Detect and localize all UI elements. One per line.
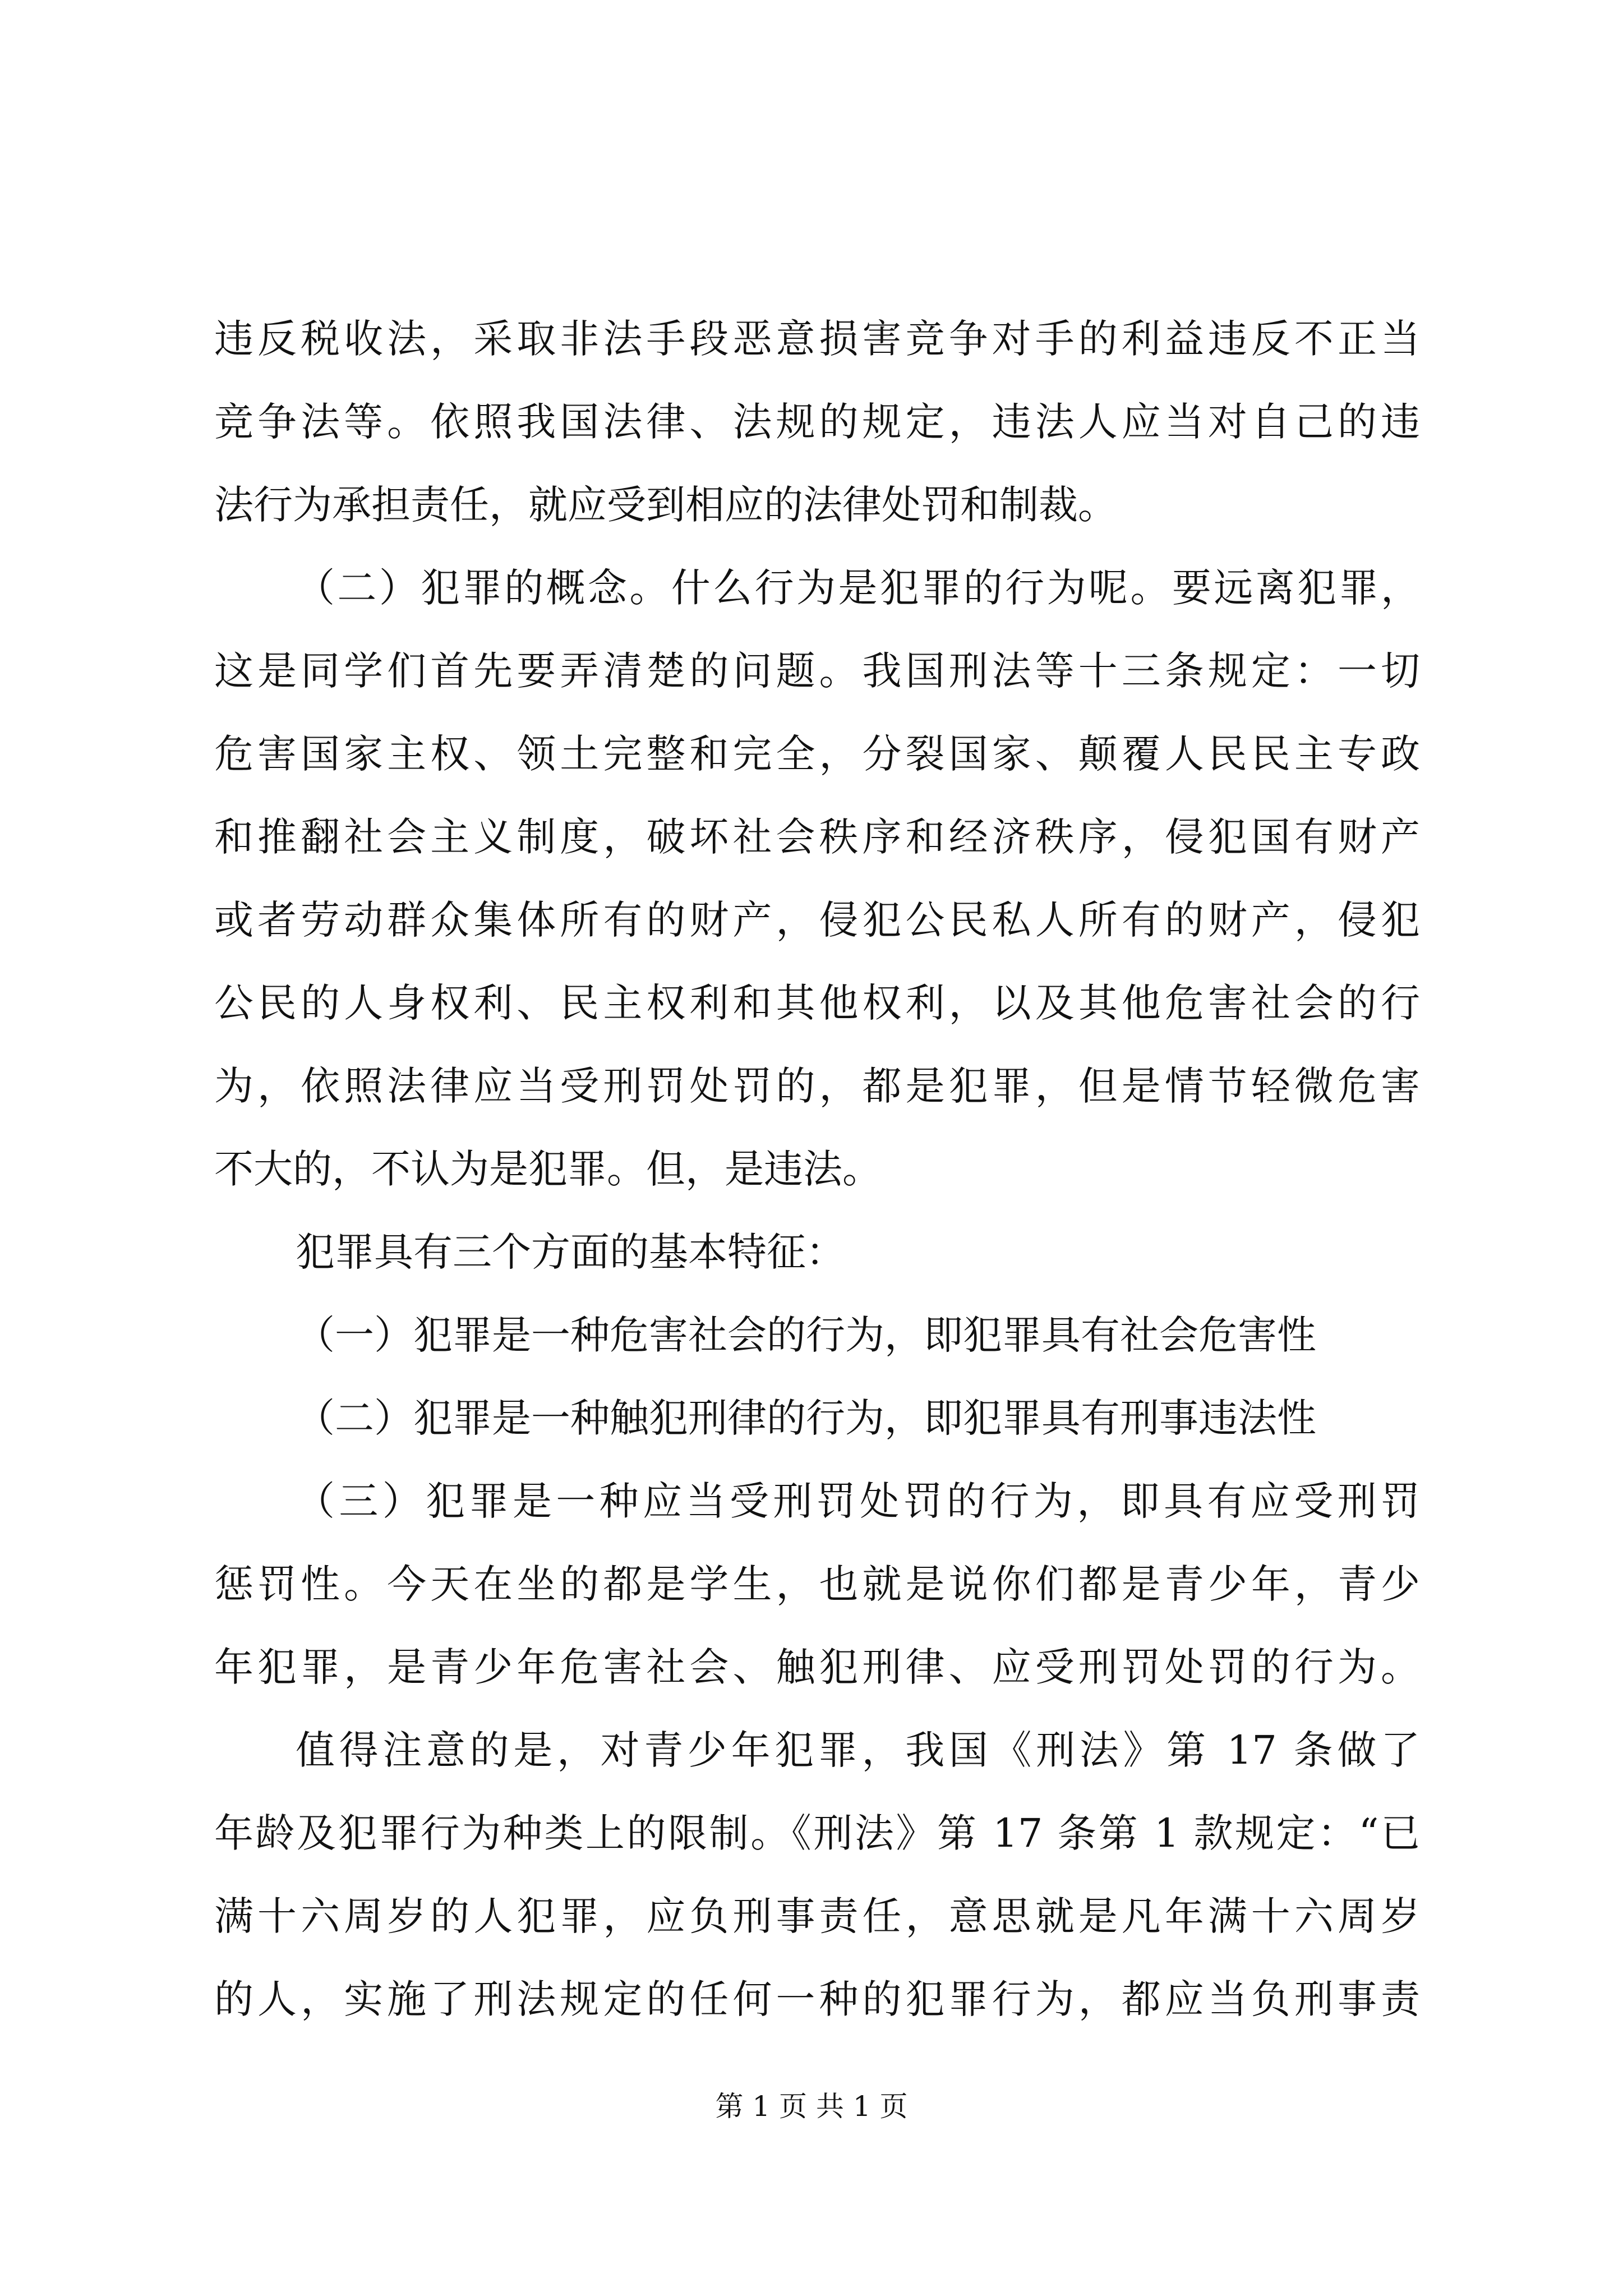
page-number-label: 第 1 页 共 1 页 <box>715 2090 908 2123</box>
text-line: 年犯罪，是青少年危害社会、触犯刑律、应受刑罚处罚的行为。 <box>214 1644 1420 1690</box>
text-line: （二）犯罪的概念。什么行为是犯罪的行为呢。要远离犯罪， <box>296 565 1420 611</box>
page-footer <box>0 2087 1623 2126</box>
text-line: （三）犯罪是一种应当受刑罚处罚的行为，即具有应受刑罚 <box>296 1478 1420 1524</box>
text-line: 违反税收法，采取非法手段恶意损害竞争对手的利益违反不正当 <box>214 316 1420 362</box>
text-line: 犯罪具有三个方面的基本特征： <box>296 1229 845 1275</box>
text-line: 公民的人身权利、民主权利和其他权利，以及其他危害社会的行 <box>214 980 1420 1026</box>
text-line: 法行为承担责任，就应受到相应的法律处罚和制裁。 <box>214 482 1117 528</box>
text-line: （二）犯罪是一种触犯刑律的行为，即犯罪具有刑事违法性 <box>296 1395 1316 1441</box>
text-line: 或者劳动群众集体所有的财产，侵犯公民私人所有的财产，侵犯 <box>214 897 1420 943</box>
text-line: 危害国家主权、领土完整和完全，分裂国家、颠覆人民民主专政 <box>214 731 1420 777</box>
text-line: 惩罚性。今天在坐的都是学生，也就是说你们都是青少年，青少 <box>214 1561 1420 1607</box>
text-line: 和推翻社会主义制度，破坏社会秩序和经济秩序，侵犯国有财产 <box>214 814 1420 860</box>
text-line: 不大的，不认为是犯罪。但，是违法。 <box>214 1146 882 1192</box>
text-line: 年龄及犯罪行为种类上的限制。《刑法》第 17 条第 1 款规定：“已 <box>214 1810 1420 1856</box>
text-line: 为，依照法律应当受刑罚处罚的，都是犯罪，但是情节轻微危害 <box>214 1063 1420 1109</box>
text-line: 这是同学们首先要弄清楚的问题。我国刑法等十三条规定：一切 <box>214 648 1420 694</box>
text-line: （一）犯罪是一种危害社会的行为，即犯罪具有社会危害性 <box>296 1312 1316 1358</box>
text-line: 值得注意的是，对青少年犯罪，我国《刑法》第 17 条做了 <box>296 1727 1420 1773</box>
text-line: 满十六周岁的人犯罪，应负刑事责任，意思就是凡年满十六周岁 <box>214 1893 1420 1939</box>
text-line: 竞争法等。依照我国法律、法规的规定，违法人应当对自己的违 <box>214 399 1420 445</box>
document-body <box>214 297 1420 2041</box>
text-line: 的人，实施了刑法规定的任何一种的犯罪行为，都应当负刑事责 <box>214 1976 1420 2022</box>
